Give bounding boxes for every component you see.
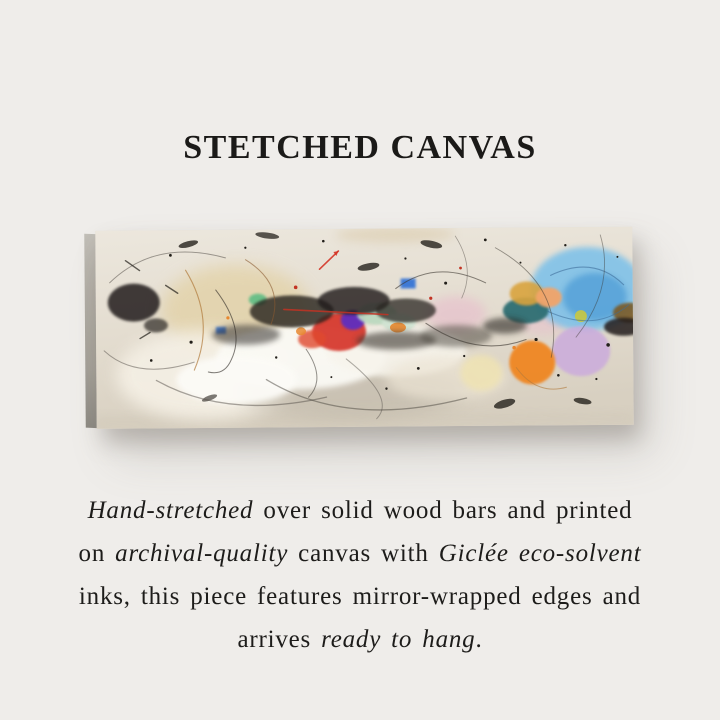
product-description [0,489,720,661]
canvas-front-face [95,227,634,429]
abstract-painting [95,227,634,429]
description-line: arrives ready to hang. [237,626,483,653]
canvas-mockup [84,227,635,430]
description-line: inks, this piece features mirror-wrapped edges and [78,583,642,610]
description-line: Hand-stretched over solid wood bars and printed [87,497,633,524]
page-title: STETCHED CANVAS [183,129,537,166]
description-line: on archival-quality canvas with Giclée eco-solvent [78,540,642,567]
